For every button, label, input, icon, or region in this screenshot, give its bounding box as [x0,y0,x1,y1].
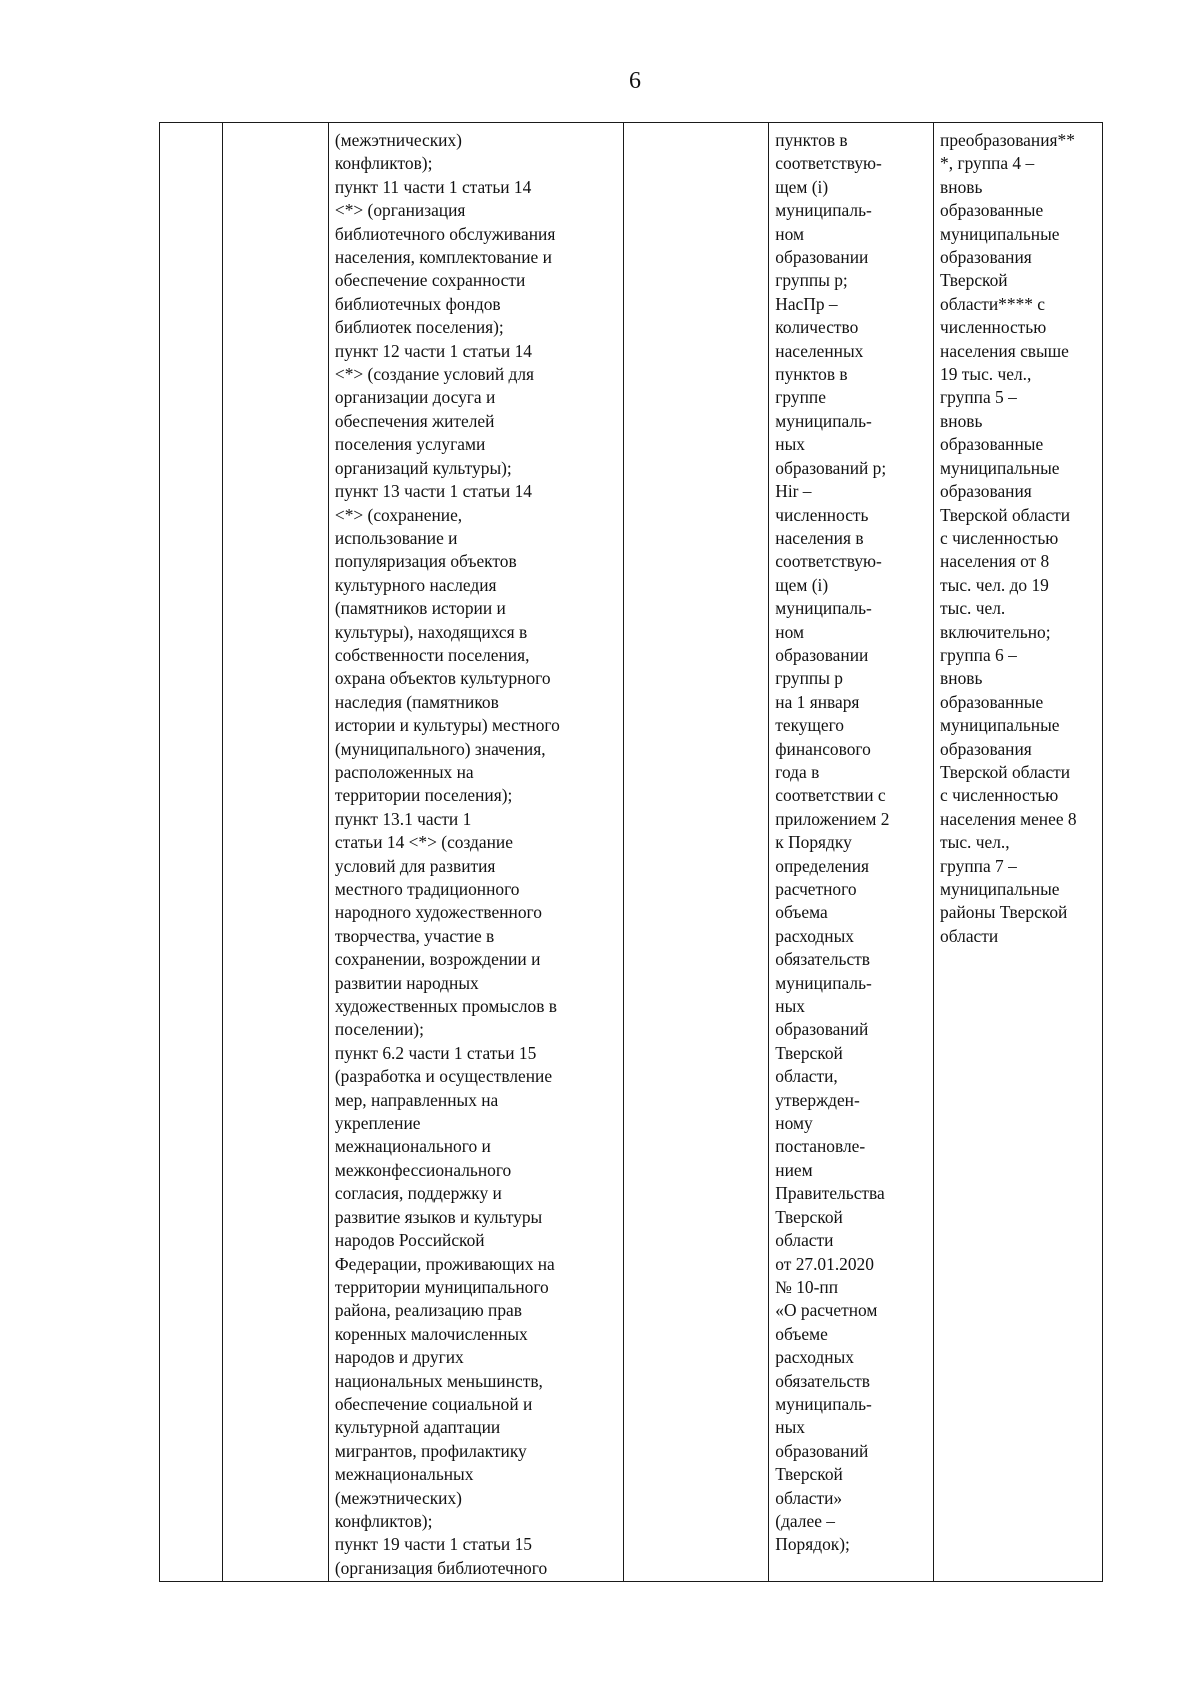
table-cell-col3 [328,123,623,1582]
table-cell-col4 [624,123,769,1582]
table-cell-col6 [934,123,1103,1582]
table-cell-col1 [160,123,223,1582]
table-row [160,123,1103,1582]
content-table [159,122,1103,1582]
cell-text-col3: (межэтнических) конфликтов); пункт 11 части 1 статьи 14 <*> (организация библиотечного обслуживания населения, комплектование и обеспечение сохранности библиотечных фондов библиотек поселения); пункт 12 части 1 статьи 14 <*> (создание условий для организации досуга и обеспечения жителей поселения услугами организаций культуры); пункт 13 части 1 статьи 14 <*> (сохранение, использование и популяризация объектов культурного наследия (памятников истории и культуры), находящихся в собственности поселения, охрана объектов культурного наследия (памятников истории и культуры) местного (муниципального) значения, расположенных на территории поселения); пункт 13.1 части 1 статьи 14 <*> (создание условий для развития местного традиционного народного художественного творчества, участие в сохранении, возрождении и развитии народных художественных промыслов в поселении); пункт 6.2 части 1 статьи 15 (разработка и осуществление мер, направленных на укрепление межнационального и межконфессионального согласия, поддержку и развитие языков и культуры народов Российской Федерации, проживающих на территории муниципального района, реализацию прав коренных малочисленных народов и других национальных меньшинств, обеспечение социальной и культурной адаптации мигрантов, профилактику межнациональных (межэтнических) конфликтов); пункт 19 части 1 статьи 15 (организация библиотечного [334,130,560,1578]
cell-text-col5: пунктов в соответствую- щем (i) муниципаль- ном образовании группы р; НасПр – количество населенных пунктов в группе муниципаль- ных образований р; Нir – численность населения в соответствую- щем (i) муниципаль- ном образовании группы р на 1 января текущего финансового года в соответствии с приложением 2 к Порядку определения расчетного объема расходных обязательств муниципаль- ных образований Тверской области, утвержден- ному постановле- нием Правительства Тверской области от 27.01.2020 № 10-пп «О расчетном объеме расходных обязательств муниципаль- ных образований Тверской области» (далее – Порядок); [775,130,890,1555]
cell-text-col6: преобразования** *, группа 4 – вновь образованные муниципальные образования Тверской области**** с численностью населения свыше 19 тыс. чел., группа 5 – вновь образованные муниципальные образования Тверской области с численностью населения от 8 тыс. чел. до 19 тыс. чел. включительно; группа 6 – вновь образованные муниципальные образования Тверской области с численностью населения менее 8 тыс. чел., группа 7 – муниципальные районы Тверской области [940,130,1077,946]
page-number: 6 [629,68,641,94]
table-cell-col5 [769,123,934,1582]
table-cell-col2 [223,123,329,1582]
